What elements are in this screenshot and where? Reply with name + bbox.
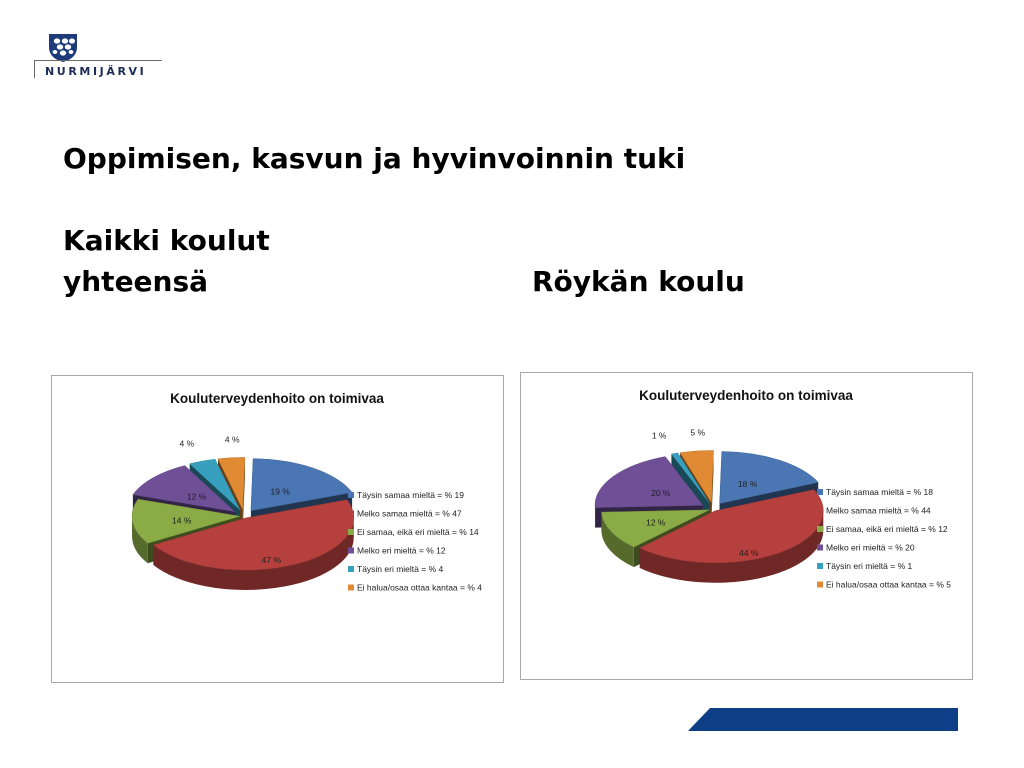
legend-swatch <box>817 545 823 551</box>
chart-panel-roykka <box>520 372 973 680</box>
data-label: 5 % <box>690 427 706 438</box>
legend-swatch <box>817 526 823 532</box>
left-heading-line1: Kaikki koulut <box>63 224 270 257</box>
chart-panel-all-schools <box>51 375 504 683</box>
data-label: 4 % <box>179 438 195 449</box>
footer-banner <box>688 708 958 731</box>
right-heading: Röykän koulu <box>532 265 745 298</box>
legend-label: Ei samaa, eikä eri mieltä = % 12 <box>826 524 948 534</box>
chart-title: Kouluterveydenhoito on toimivaa <box>639 388 853 403</box>
coat-of-arms-icon <box>48 33 78 63</box>
data-label: 47 % <box>261 554 282 565</box>
left-heading-line2: yhteensä <box>63 265 209 298</box>
legend-swatch <box>348 585 354 591</box>
brand-name: NURMIJÄRVI <box>45 65 147 78</box>
legend-swatch <box>817 489 823 495</box>
slide-title: Oppimisen, kasvun ja hyvinvoinnin tuki <box>63 142 686 175</box>
legend-swatch <box>348 548 354 554</box>
legend-label: Ei samaa, eikä eri mieltä = % 14 <box>357 527 479 537</box>
data-label: 14 % <box>172 515 192 526</box>
legend-label: Melko samaa mieltä = % 44 <box>826 505 931 516</box>
legend-swatch <box>817 563 823 569</box>
pie-chart-all-schools <box>52 376 502 681</box>
legend-label: Melko eri mieltä = % 20 <box>826 542 915 553</box>
data-label: 18 % <box>737 478 758 489</box>
legend-label: Melko samaa mieltä = % 47 <box>357 508 462 519</box>
legend-swatch <box>817 508 823 514</box>
legend-swatch <box>348 529 354 535</box>
legend-swatch <box>348 492 354 498</box>
pie-chart-roykka <box>521 373 971 678</box>
legend-label: Ei halua/osaa ottaa kantaa = % 4 <box>357 582 482 593</box>
legend-label: Melko eri mieltä = % 12 <box>357 545 446 556</box>
legend-swatch <box>817 582 823 588</box>
legend-swatch <box>348 511 354 517</box>
legend-label: Ei halua/osaa ottaa kantaa = % 5 <box>826 579 951 590</box>
data-label: 12 % <box>646 517 666 528</box>
legend-label: Täysin samaa mieltä = % 18 <box>826 487 934 497</box>
data-label: 44 % <box>739 547 759 558</box>
data-label: 20 % <box>651 487 671 498</box>
chart-title: Kouluterveydenhoito on toimivaa <box>170 391 384 406</box>
nurmijarvi-logo <box>34 32 164 82</box>
data-label: 19 % <box>270 486 290 497</box>
data-label: 1 % <box>651 430 667 441</box>
legend-label: Täysin eri mieltä = % 1 <box>826 561 913 571</box>
data-label: 4 % <box>224 434 240 445</box>
legend-label: Täysin eri mieltä = % 4 <box>357 564 444 574</box>
legend-label: Täysin samaa mieltä = % 19 <box>357 490 465 500</box>
legend-swatch <box>348 566 354 572</box>
data-label: 12 % <box>186 491 207 502</box>
